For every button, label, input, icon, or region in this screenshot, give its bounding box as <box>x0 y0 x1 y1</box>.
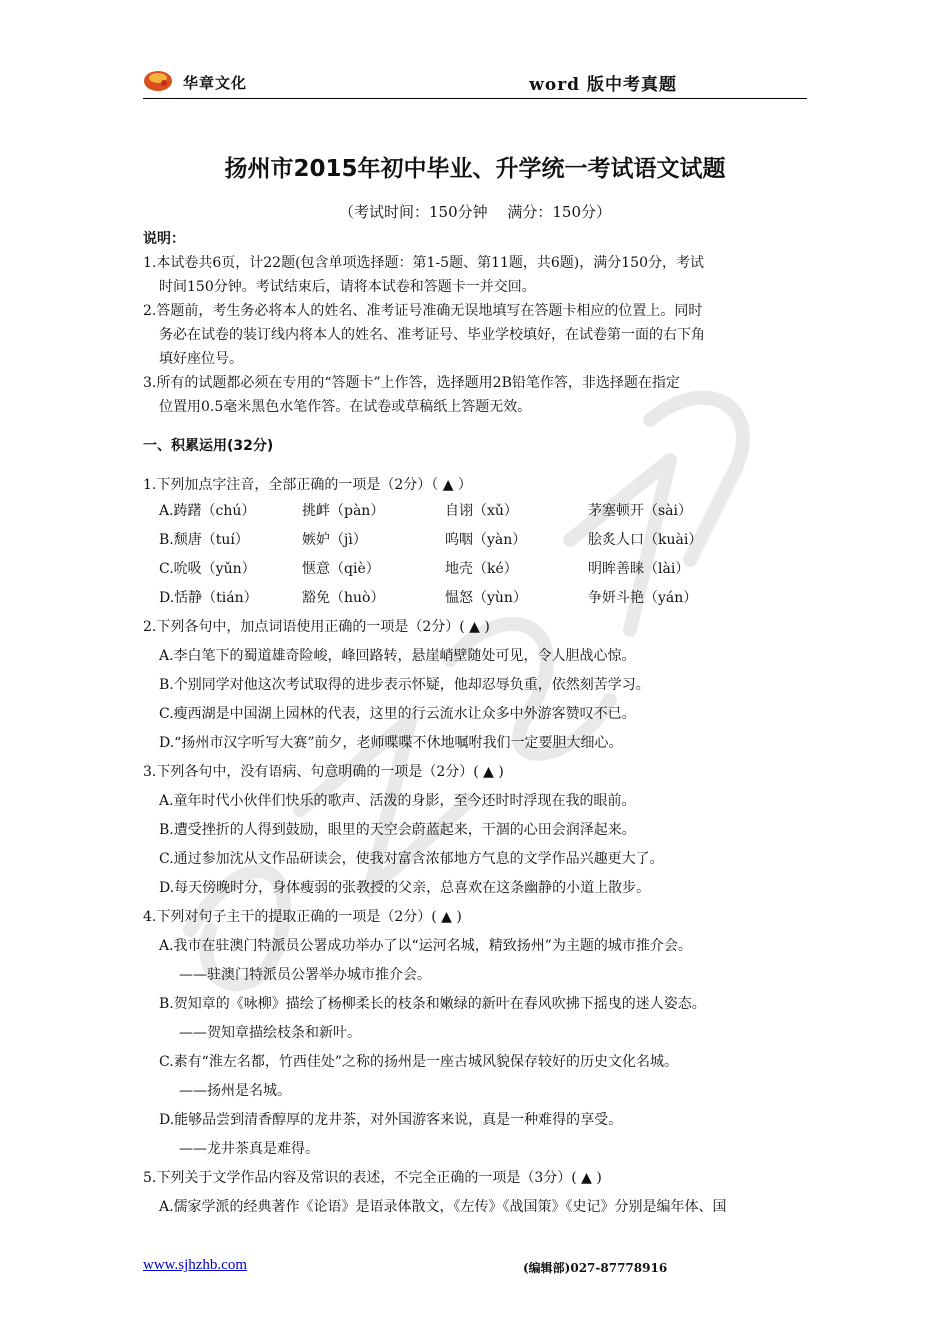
q1-option: 脍炙人口（kuài） <box>588 532 703 548</box>
q4-answer: ——贺知章描绘枝条和新叶。 <box>179 1025 361 1041</box>
q1-option-row <box>143 497 813 526</box>
q4-option: A.我市在驻澳门特派员公署成功举办了以“运河名城，精致扬州”为主题的城市推介会。 <box>159 938 692 954</box>
q4-answer: ——龙井茶真是难得。 <box>179 1141 319 1157</box>
exam-content <box>143 227 813 1222</box>
q1-option: 惬意（qiè） <box>302 561 380 577</box>
q1-option: A.踌躇（chú） <box>159 503 256 519</box>
exam-subtitle: （考试时间：150分钟 满分：150分） <box>338 203 612 221</box>
q4-answer: ——扬州是名城。 <box>179 1083 291 1099</box>
q1-option: 挑衅（pàn） <box>302 503 385 519</box>
q4-option: D.能够品尝到清香醇厚的龙井茶，对外国游客来说，真是一种难得的享受。 <box>159 1112 623 1128</box>
notes-line: 1.本试卷共6页，计22题(包含单项选择题：第1-5题、第11题，共6题)，满分150分，考试 <box>143 255 704 271</box>
notes-label: 说明： <box>143 231 185 247</box>
q1-option-row <box>143 526 813 555</box>
q1-option-row <box>143 584 813 613</box>
q2-option: A.李白笔下的蜀道雄奇险峻，峰回路转，悬崖峭壁随处可见，令人胆战心惊。 <box>159 648 636 664</box>
q1-option: 自诩（xǔ） <box>445 503 518 519</box>
question-stem: 4.下列对句子主干的提取正确的一项是（2分）( ▲ ) <box>143 909 462 925</box>
q3-option: A.童年时代小伙伴们快乐的歌声、活泼的身影，至今还时时浮现在我的眼前。 <box>159 793 636 809</box>
q1-option: C.吮吸（yǔn） <box>159 561 256 577</box>
logo-icon <box>143 68 173 92</box>
question-stem: 5.下列关于文学作品内容及常识的表述，不完全正确的一项是（3分）( ▲ ) <box>143 1170 602 1186</box>
q2-option: B.个别同学对他这次考试取得的进步表示怀疑，他却忍辱负重，依然刻苦学习。 <box>159 677 650 693</box>
exam-title: 扬州市2015年初中毕业、升学统一考试语文试题 <box>224 156 726 182</box>
notes-line: 时间150分钟。考试结束后，请将本试卷和答题卡一并交回。 <box>159 279 536 295</box>
page-header <box>143 66 807 99</box>
question-stem: 1.下列加点字注音，全部正确的一项是（2分）（ ▲ ） <box>143 477 472 493</box>
footer-url-link[interactable]: www.sjhzhb.com <box>143 1257 248 1273</box>
q3-option: B.遭受挫折的人得到鼓励，眼里的天空会蔚蓝起来，干涸的心田会润泽起来。 <box>159 822 636 838</box>
q1-option: 愠怒（yùn） <box>445 590 527 606</box>
q1-option: 豁免（huò） <box>302 590 385 606</box>
q1-option: 呜咽（yàn） <box>445 532 527 548</box>
q1-option-row <box>143 555 813 584</box>
q1-option: 嫉妒（jì） <box>302 532 367 548</box>
header-brand: 华章文化 <box>183 74 248 92</box>
notes-line: 填好座位号。 <box>159 351 243 367</box>
q1-option: 茅塞顿开（sài） <box>588 503 693 519</box>
q4-answer: ——驻澳门特派员公署举办城市推介会。 <box>179 967 431 983</box>
q5-option: A.儒家学派的经典著作《论语》是语录体散文，《左传》《战国策》《史记》分别是编年体、国 <box>159 1199 727 1215</box>
q1-option: D.恬静（tián） <box>159 590 258 606</box>
q4-option: B.贺知章的《咏柳》描绘了杨柳柔长的枝条和嫩绿的新叶在春风吹拂下摇曳的迷人姿态。 <box>159 996 706 1012</box>
q1-option: B.颓唐（tuí） <box>159 532 249 548</box>
notes-line: 3.所有的试题都必须在专用的“答题卡”上作答，选择题用2B铅笔作答，非选择题在指定 <box>143 375 680 391</box>
question-stem: 2.下列各句中，加点词语使用正确的一项是（2分）( ▲ ) <box>143 619 490 635</box>
q3-option: D.每天傍晚时分，身体瘦弱的张教授的父亲，总喜欢在这条幽静的小道上散步。 <box>159 880 651 896</box>
notes-line: 务必在试卷的装订线内将本人的姓名、准考证号、毕业学校填好，在试卷第一面的右下角 <box>159 327 705 343</box>
q2-option: D.“扬州市汉字听写大赛”前夕，老师喋喋不休地嘱咐我们一定要胆大细心。 <box>159 735 623 751</box>
q3-option: C.通过参加沈从文作品研读会，使我对富含浓郁地方气息的文学作品兴趣更大了。 <box>159 851 664 867</box>
notes-line: 2.答题前，考生务必将本人的姓名、准考证号准确无误地填写在答题卡相应的位置上。同时 <box>143 303 703 319</box>
q1-option: 明眸善睐（lài） <box>588 561 690 577</box>
q1-option: 地壳（ké） <box>445 561 518 577</box>
q2-option: C.瘦西湖是中国湖上园林的代表，这里的行云流水让众多中外游客赞叹不已。 <box>159 706 636 722</box>
q1-option: 争妍斗艳（yán） <box>588 590 698 606</box>
notes-line: 位置用0.5毫米黑色水笔作答。在试卷或草稿纸上答题无效。 <box>159 399 532 415</box>
section-heading: 一、积累运用(32分) <box>143 438 274 454</box>
page-footer <box>143 1257 807 1274</box>
question-stem: 3.下列各句中，没有语病、句意明确的一项是（2分）( ▲ ) <box>143 764 504 780</box>
header-right-title: word 版中考真题 <box>529 75 677 95</box>
q4-option: C.素有“淮左名都，竹西佳处”之称的扬州是一座古城风貌保存较好的历史文化名城。 <box>159 1054 678 1070</box>
footer-phone: (编辑部)027-87778916 <box>523 1261 668 1275</box>
